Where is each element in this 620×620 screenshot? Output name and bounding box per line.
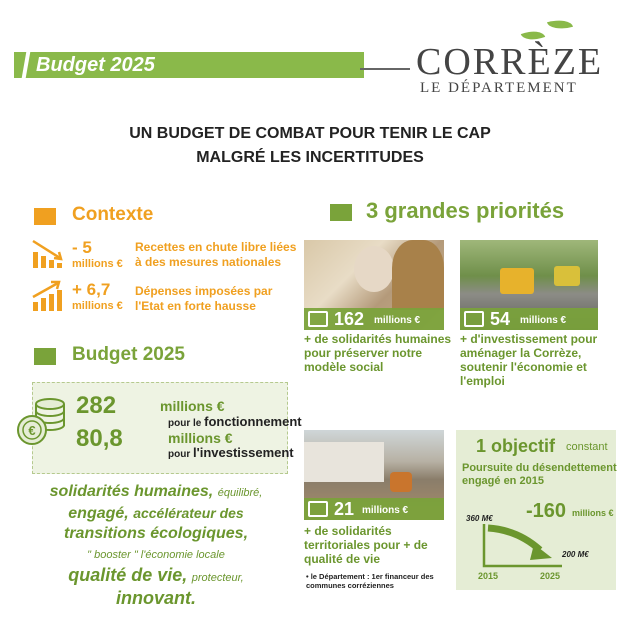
objectif-year-2: 2025	[540, 571, 561, 581]
photo-elderly-care	[304, 240, 444, 330]
keyword-innovant: innovant.	[116, 588, 196, 608]
invest-label-text: l'investissement	[193, 445, 294, 460]
photo-shape	[304, 442, 384, 482]
page-title	[0, 122, 620, 170]
title-line-2: MALGRÉ LES INCERTITUDES	[196, 149, 424, 166]
note-line: • le Département : 1er financeur des	[306, 572, 434, 581]
priorite-2-unit: millions €	[520, 315, 567, 326]
logo-divider	[360, 68, 410, 70]
debt-decline-chart	[478, 522, 570, 570]
priorite-3-line: qualité de vie	[304, 552, 381, 566]
priorite-2-line: aménager la Corrèze,	[460, 346, 582, 360]
banner-text: Budget 2025	[36, 54, 155, 76]
priorite-1-line: pour préserver notre	[304, 346, 423, 360]
budget-keywords	[36, 482, 276, 610]
contexte-text-1	[135, 240, 296, 270]
priorite-3-line: territoriales pour + de	[304, 538, 428, 552]
logo-name: CORRÈZE	[416, 41, 604, 83]
contexte-square-icon	[34, 208, 56, 225]
priorite-2-line: l'emploi	[460, 374, 505, 388]
contexte-text-1a: Recettes en chute libre liées	[135, 240, 297, 254]
invest-pour: pour	[168, 449, 191, 460]
keyword-solidarites: solidarités humaines,	[49, 483, 214, 500]
priorites-heading: 3 grandes priorités	[366, 198, 565, 223]
priorite-2-line: soutenir l'économie et	[460, 360, 587, 374]
priorite-1-value: 162	[334, 309, 365, 329]
photo-shape	[554, 266, 580, 286]
objectif-year-1: 2015	[478, 571, 499, 581]
objectif-delta-unit: millions €	[572, 508, 614, 518]
keyword-engage: engagé,	[68, 505, 129, 522]
keyword-booster: " booster " l'économie locale	[87, 549, 225, 561]
priorite-3-unit: millions €	[362, 505, 409, 516]
photo-road-works	[460, 240, 598, 330]
objectif-desc	[462, 462, 617, 488]
priorite-3-note	[306, 572, 434, 590]
budget-square-icon	[34, 348, 56, 365]
keyword-transitions: transitions écologiques,	[63, 525, 249, 542]
priorite-2-text	[460, 332, 597, 388]
objectif-delta: -160	[526, 500, 567, 522]
chart-down-icon	[30, 236, 64, 270]
photo-shape	[354, 246, 394, 292]
note-line: communes corréziennes	[306, 581, 394, 590]
contexte-unit-2: millions €	[72, 300, 123, 312]
logo-subtitle: LE DÉPARTEMENT	[420, 80, 578, 96]
objectif-end: 200 M€	[562, 550, 589, 559]
priorite-1-line: modèle social	[304, 360, 384, 374]
contexte-value-2: + 6,7	[72, 280, 111, 299]
budget-heading: Budget 2025	[72, 344, 185, 365]
photo-shape	[392, 240, 444, 310]
objectif-start: 360 M€	[466, 514, 493, 523]
fonct-label-text: fonctionnement	[204, 414, 302, 429]
priorite-3-text	[304, 524, 428, 566]
photo-shape	[390, 472, 412, 492]
contexte-text-2b: l'Etat en forte hausse	[135, 299, 256, 313]
keyword-accelerateur: accélérateur des	[133, 505, 244, 521]
objectif-desc-1: Poursuite du désendettement	[462, 462, 617, 474]
invest-value: 80,8	[76, 425, 123, 452]
leaf-icon	[547, 16, 573, 33]
objectif-title: 1 objectif	[476, 436, 556, 456]
hands-heart-icon	[308, 311, 328, 327]
road-icon	[464, 311, 484, 327]
fonct-unit: millions €	[160, 398, 225, 414]
priorite-1-text	[304, 332, 451, 374]
priorite-3-value: 21	[334, 499, 355, 519]
invest-label	[168, 445, 294, 460]
banner-stripe	[22, 52, 31, 78]
chart-up-icon	[30, 280, 64, 312]
priorite-2-line: + d'investissement pour	[460, 332, 598, 346]
contexte-unit-1: millions €	[72, 258, 123, 270]
objectif-constant: constant	[566, 441, 608, 453]
priorite-1-line: + de solidarités humaines	[304, 332, 452, 346]
priorite-2-value: 54	[490, 309, 511, 329]
coins-euro-icon	[14, 394, 70, 450]
contexte-heading: Contexte	[72, 204, 154, 225]
svg-text:€: €	[28, 423, 36, 438]
title-line-1: UN BUDGET DE COMBAT POUR TENIR LE CAP	[129, 125, 491, 142]
photo-bar-3	[304, 498, 444, 520]
hand-plant-icon	[308, 501, 328, 517]
photo-bar-1	[304, 308, 444, 330]
photo-shape	[500, 268, 534, 294]
contexte-text-1b: à des mesures nationales	[135, 255, 282, 269]
keyword-protecteur: protecteur,	[191, 572, 244, 584]
priorites-square-icon	[330, 204, 352, 221]
keyword-qualite: qualité de vie,	[68, 565, 188, 585]
invest-unit: millions €	[168, 430, 233, 446]
fonct-value: 282	[76, 392, 117, 419]
keyword-equilibre: équilibré,	[217, 487, 263, 499]
fonct-pour: pour le	[168, 418, 202, 429]
priorite-1-unit: millions €	[374, 315, 421, 326]
contexte-text-2a: Dépenses imposées par	[135, 284, 273, 298]
budget-banner	[14, 52, 364, 78]
objectif-desc-2: engagé en 2015	[462, 475, 544, 487]
contexte-text-2	[135, 284, 272, 314]
photo-village	[304, 430, 444, 520]
contexte-value-1: - 5	[72, 238, 92, 257]
fonct-label	[168, 414, 302, 429]
priorite-3-line: + de solidarités	[304, 524, 392, 538]
photo-bar-2	[460, 308, 598, 330]
